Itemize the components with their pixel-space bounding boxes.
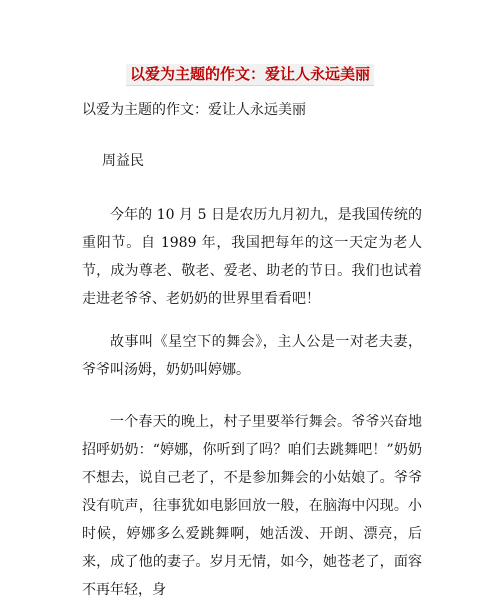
paragraph-3: 一个春天的晚上，村子里要举行舞会。爷爷兴奋地招呼奶奶：“婷娜，你听到了吗？咱们去跳舞吧！”奶奶不想去，说自己老了，不是参加舞会的小姑娘了。爷爷没有吭声，往事犹如电影回放一般，在脑海中闪现。小时候，婷娜多么爱跳舞啊，她活泼、开朗、漂亮，后来，成了他的妻子。岁月无情，如今，她苍老了，面容不再年轻，身	[82, 414, 422, 598]
paragraph-2: 故事叫《星空下的舞会》，主人公是一对老夫妻，爷爷叫汤姆，奶奶叫婷娜。	[82, 334, 422, 378]
document-title	[0, 64, 500, 84]
article-subtitle: 以爱为主题的作文：爱让人永远美丽	[82, 102, 306, 118]
author-name: 周益民	[102, 153, 144, 169]
document-title-text: 以爱为主题的作文：爱让人永远美丽	[126, 64, 374, 86]
paragraph-1: 今年的 10 月 5 日是农历九月初九，是我国传统的重阳节。自 1989 年，我国把每年的这一天定为老人节，成为尊老、敬老、爱老、助老的节日。我们也试着走进老爷爷、老奶奶的世界里看看吧！	[82, 207, 422, 307]
